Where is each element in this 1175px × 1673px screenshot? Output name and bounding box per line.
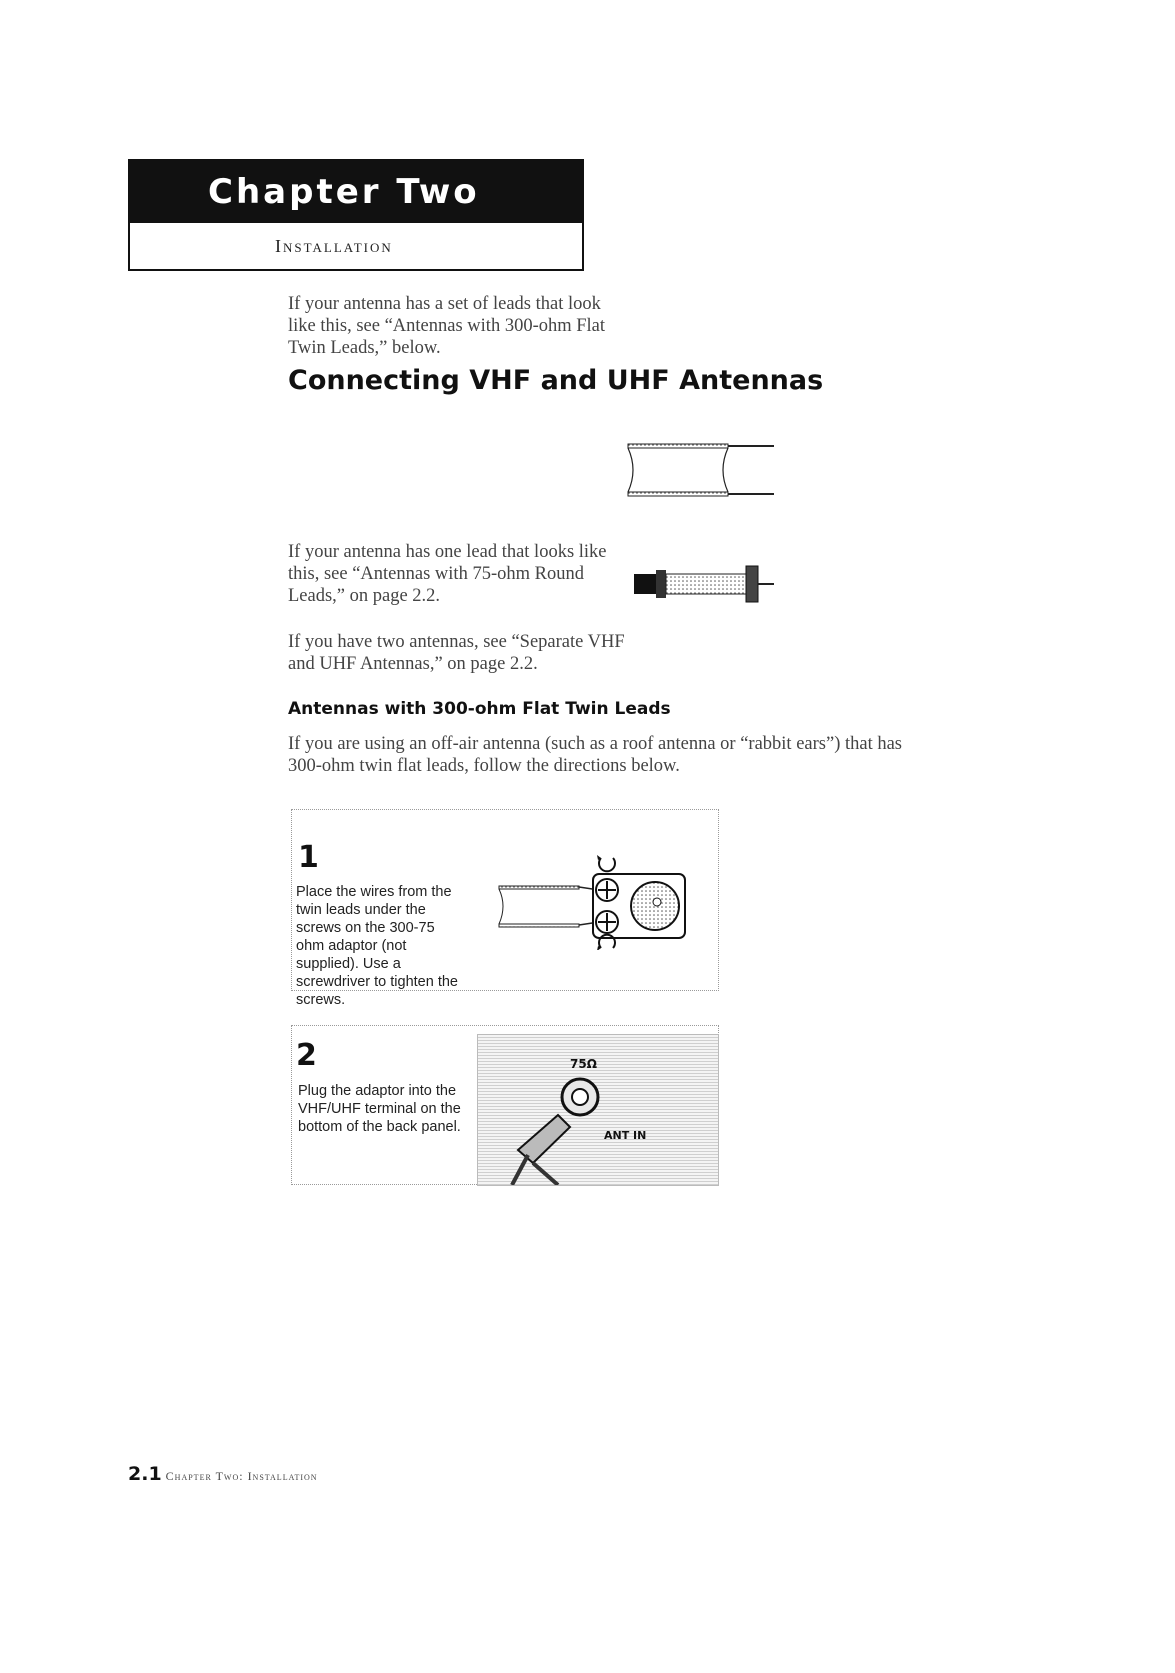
page-number: 2.1 — [128, 1463, 162, 1485]
subsection-title: Antennas with 300-ohm Flat Twin Leads — [288, 699, 671, 719]
step-2-panel — [291, 1025, 719, 1185]
chapter-header — [128, 159, 584, 271]
paragraph-two-antennas: If you have two antennas, see “Separate VHF and UHF Antennas,” on page 2.2. — [288, 632, 625, 674]
step-1-panel — [291, 809, 719, 1008]
chapter-title: Chapter Two — [130, 161, 582, 223]
paragraph-twin-leads: If your antenna has a set of leads that look like this, see “Antennas with 300-ohm Flat Twin Leads,” below. — [288, 294, 606, 358]
section-title: Connecting VHF and UHF Antennas — [288, 365, 824, 396]
footer-text: Chapter Two: Installation — [165, 1469, 318, 1483]
flat-twin-lead-icon — [624, 436, 784, 504]
ant-in-label: ANT IN — [604, 1129, 647, 1142]
page-footer — [128, 1463, 318, 1485]
back-panel-illustration — [477, 1034, 719, 1186]
step-1-text: Place the wires from the twin leads under the screws on the 300-75 ohm adaptor (not supplied). Use a screwdriver to tighten the screws. — [296, 884, 458, 1008]
step-2-text: Plug the adaptor into the VHF/UHF terminal on the bottom of the back panel. — [298, 1083, 461, 1135]
rotate-arrow-icon — [599, 858, 615, 871]
subsection-intro: If you are using an off-air antenna (such as a roof antenna or “rabbit ears”) that has 300-ohm twin flat leads, follow the directions below. — [288, 734, 903, 776]
paragraph-round-lead: If your antenna has one lead that looks like this, see “Antennas with 75-ohm Round Leads,” on page 2.2. — [288, 542, 607, 606]
round-coax-lead-icon — [634, 560, 784, 610]
step-1-number: 1 — [298, 840, 319, 875]
step-2-number: 2 — [296, 1038, 317, 1073]
adaptor-icon — [497, 850, 702, 950]
ant-in-terminal-icon — [478, 1035, 718, 1185]
impedance-label: 75Ω — [570, 1057, 597, 1071]
chapter-subtitle: Installation — [275, 236, 393, 256]
